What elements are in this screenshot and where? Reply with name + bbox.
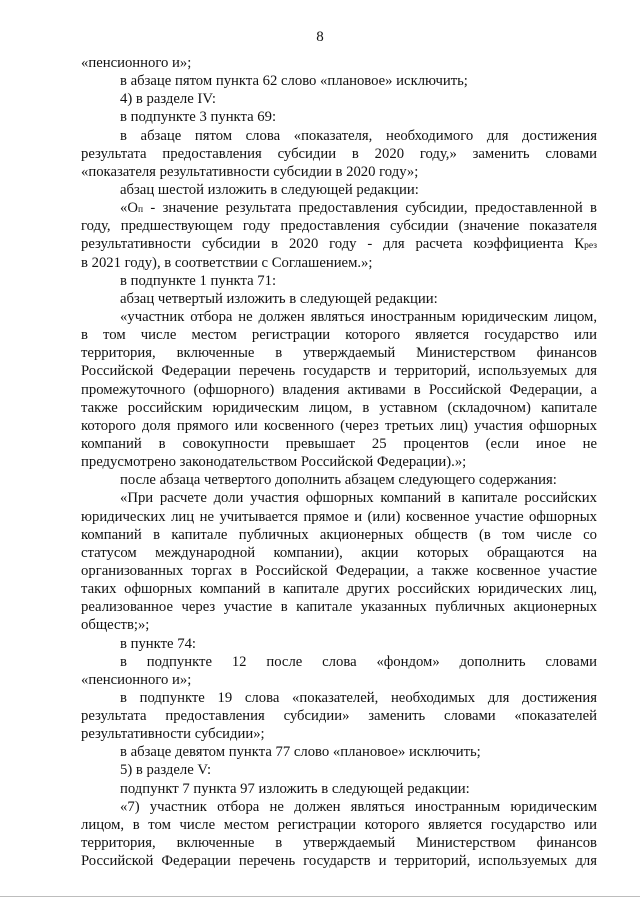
text-line: организованных торгах в Российской Федерации, а также косвенное участие — [81, 562, 597, 579]
text-line: лицом, в том числе местом регистрации которого является государство или — [81, 816, 597, 833]
text-line: году, предшествующем году предоставления субсидии (значение показателя — [81, 218, 597, 235]
text-line: таких офшорных компаний в капитале других российских юридических лиц, — [81, 581, 597, 598]
text-line: «Оп - значение результата предоставления субсидии, предоставленной в — [120, 200, 597, 217]
text-line: абзац шестой изложить в следующей редакции: — [120, 181, 419, 198]
document-body — [81, 54, 597, 870]
text-line: 5) в разделе V: — [120, 762, 212, 779]
text-line: в подпункте 3 пункта 69: — [120, 109, 277, 126]
text-line: в абзаце пятом слова «показателя, необходимого для достижения — [120, 127, 597, 144]
text-line: в подпункте 12 после слова «фондом» дополнить словами — [120, 653, 597, 670]
page-bottom-edge — [0, 896, 640, 897]
text-line: которого доля прямого или косвенного (через третьих лиц) участия офшорных — [81, 417, 597, 434]
text-line: результативности субсидии в 2020 году - для расчета коэффициента Крез — [81, 236, 597, 253]
text-line: обществ;»; — [81, 617, 150, 634]
text-line: «пенсионного и»; — [81, 55, 192, 71]
text-line: в том числе местом регистрации которого является государство или — [81, 327, 597, 344]
text-line: после абзаца четвертого дополнить абзацем следующего содержания: — [120, 472, 557, 489]
text-line: в пункте 74: — [120, 635, 196, 652]
text-line: в абзаце пятом пункта 62 слово «плановое» исключить; — [120, 73, 468, 90]
text-line: результативности субсидии»; — [81, 726, 265, 743]
text-line: в абзаце девятом пункта 77 слово «плановое» исключить; — [120, 744, 481, 761]
text-line: «При расчете доли участия офшорных компаний в капитале российских — [120, 490, 597, 507]
text-line: в 2021 году), в соответствии с Соглашением.»; — [81, 254, 373, 271]
text-line: предусмотрено законодательством Российской Федерации).»; — [81, 454, 467, 471]
text-line: Российской Федерации перечень государств и территорий, используемых для — [81, 363, 597, 380]
text-line: 4) в разделе IV: — [120, 91, 216, 108]
text-line: абзац четвертый изложить в следующей редакции: — [120, 290, 438, 307]
text-line: «показателя результативности субсидии в 2020 году»; — [81, 163, 419, 180]
text-line: юридических лиц не учитывается прямое и (или) косвенное участие офшорных — [81, 508, 597, 525]
text-line: реализованное через участие в капитале указанных публичных акционерных — [81, 599, 597, 616]
text-line: результата предоставления субсидии в 2020 году,» заменить словами — [81, 145, 597, 162]
text-line: подпункт 7 пункта 97 изложить в следующей редакции: — [120, 780, 470, 797]
text-line: результата предоставления субсидии» заменить словами «показателей — [81, 708, 597, 725]
text-line: «участник отбора не должен являться иностранным юридическим лицом, — [120, 308, 597, 325]
text-line: также российским юридическим лицом, в уставном (складочном) капитале — [81, 399, 597, 416]
text-line: территория, включенные в утверждаемый Министерством финансов — [81, 835, 597, 852]
text-line: в подпункте 19 слова «показателей, необходимых для достижения — [120, 689, 597, 706]
text-line: компаний в капитале публичных акционерных обществ (в том числе со — [81, 526, 597, 543]
page-number: 8 — [316, 29, 324, 45]
text-line: в подпункте 1 пункта 71: — [120, 272, 277, 289]
text-line: компаний в совокупности превышает 25 процентов (если иное не — [81, 435, 597, 452]
text-line: «7) участник отбора не должен являться иностранным юридическим — [120, 798, 597, 815]
text-line: Российской Федерации перечень государств и территорий, используемых для — [81, 853, 597, 870]
text-line: промежуточного (офшорного) владения активами в Российской Федерации, а — [81, 381, 597, 398]
text-line: территория, включенные в утверждаемый Министерством финансов — [81, 345, 597, 362]
text-line: «пенсионного и»; — [81, 671, 192, 688]
text-line: статусом международной компании), акции которых обращаются на — [81, 544, 597, 561]
